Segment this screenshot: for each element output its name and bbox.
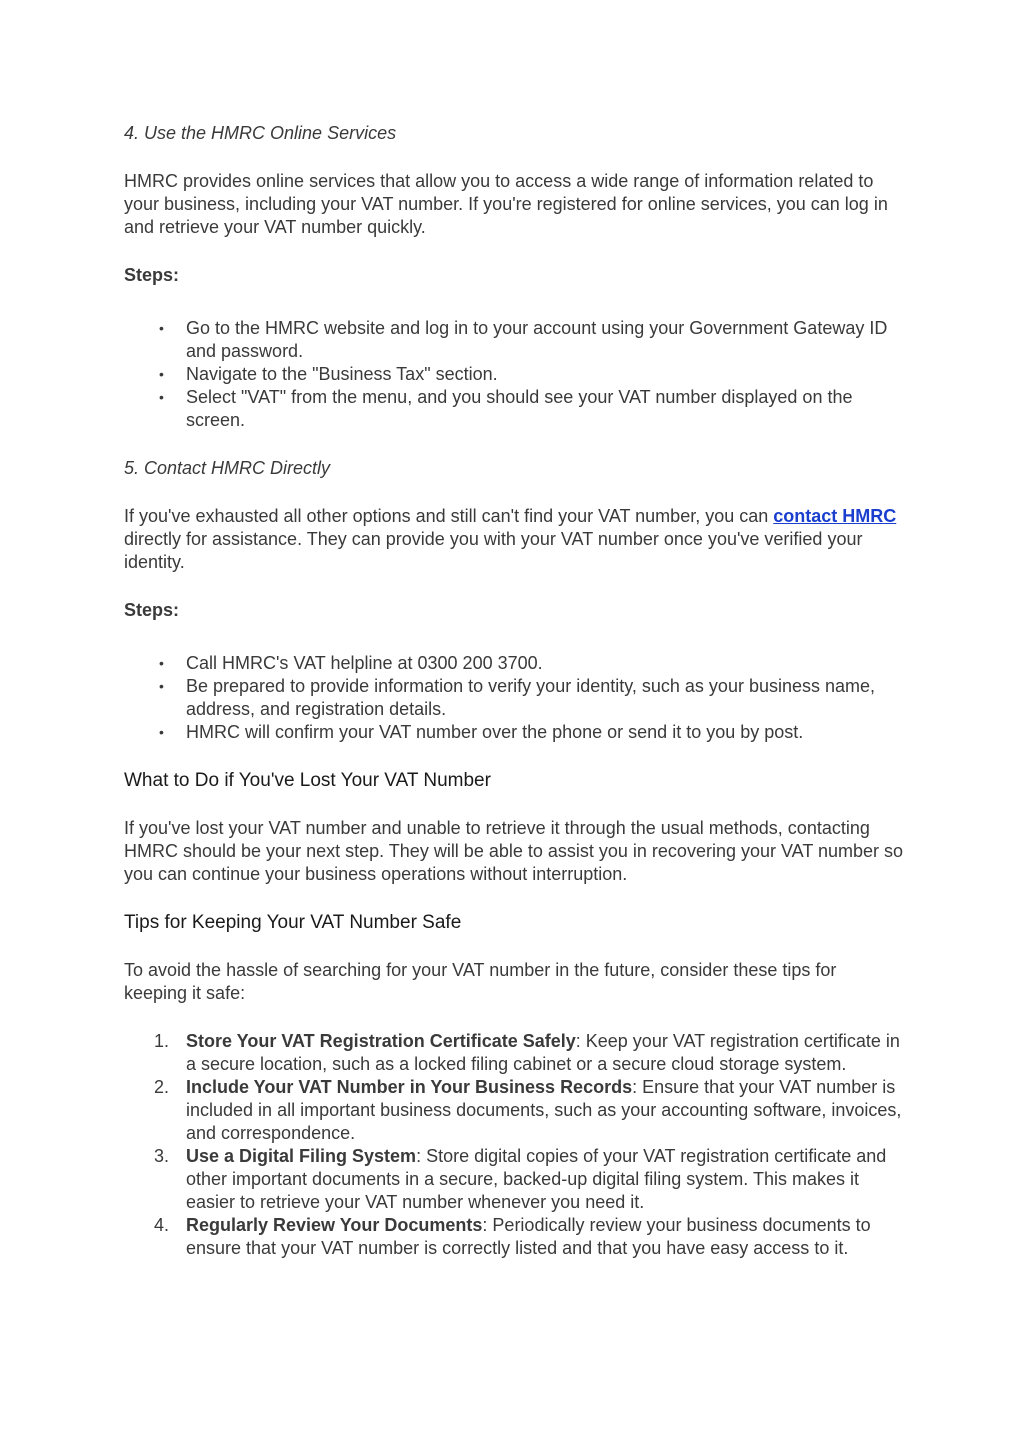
list-number: 4. (154, 1215, 170, 1235)
bullet-icon: • (159, 366, 164, 382)
list-number: 1. (154, 1031, 170, 1051)
list-item: • Be prepared to provide information to verify your identity, such as your business name, address, and registration details. (159, 676, 876, 719)
list-item: • Navigate to the "Business Tax" section. (159, 364, 498, 384)
tip-title: Include Your VAT Number in Your Business Records (186, 1077, 633, 1097)
list-item: • HMRC will confirm your VAT number over the phone or send it to you by post. (159, 722, 804, 742)
list-item: 2. Include Your VAT Number in Your Business Records: Ensure that your VAT number is included in all important business documents, such as your accounting software, invoices, and correspondence. (154, 1077, 902, 1143)
list-item: 1. Store Your VAT Registration Certificate Safely: Keep your VAT registration certificate in a secure location, such as a locked filing cabinet or a secure cloud storage system. (154, 1031, 900, 1074)
lost-vat-body: If you've lost your VAT number and unable to retrieve it through the usual methods, contacting HMRC should be your next step. They will be able to assist you in recovering your VAT number so you can continue your business operations without interruption. (124, 818, 904, 884)
list-item: 3. Use a Digital Filing System: Store digital copies of your VAT registration certificate and other important documents in a secure, backed-up digital filing system. This makes it easier to retrieve your VAT number whenever you need it. (154, 1146, 887, 1212)
tip-title: Use a Digital Filing System (186, 1146, 417, 1166)
section-4-steps-label: Steps: (124, 265, 180, 285)
tip-title: Store Your VAT Registration Certificate Safely (186, 1031, 576, 1051)
tips-heading: Tips for Keeping Your VAT Number Safe (124, 912, 462, 933)
section-5-heading: 5. Contact HMRC Directly (124, 458, 331, 478)
section-4-steps-list (124, 317, 904, 432)
lost-vat-heading: What to Do if You've Lost Your VAT Number (124, 770, 491, 791)
tips-intro: To avoid the hassle of searching for your VAT number in the future, consider these tips for keeping it safe: (124, 960, 837, 1003)
list-item: • Select "VAT" from the menu, and you should see your VAT number displayed on the screen. (159, 387, 853, 430)
section-5-steps-list (124, 652, 904, 744)
section-4-heading: 4. Use the HMRC Online Services (124, 123, 397, 143)
bullet-icon: • (159, 389, 164, 405)
section-5-steps-label: Steps: (124, 600, 180, 620)
contact-hmrc-link[interactable]: contact HMRC (773, 506, 897, 526)
bullet-icon: • (159, 320, 164, 336)
list-item: • Go to the HMRC website and log in to your account using your Government Gateway ID and password. (159, 318, 888, 361)
list-item: 4. Regularly Review Your Documents: Periodically review your business documents to ensure that your VAT number is correctly listed and that you have easy access to it. (154, 1215, 871, 1258)
bullet-icon: • (159, 724, 164, 740)
list-number: 3. (154, 1146, 170, 1166)
list-number: 2. (154, 1077, 170, 1097)
tip-title: Regularly Review Your Documents (186, 1215, 483, 1235)
section-4-intro: HMRC provides online services that allow you to access a wide range of information related to your business, including your VAT number. If you're registered for online services, you can log in and retrieve your VAT number quickly. (124, 171, 888, 237)
document-page (124, 122, 904, 1285)
section-5-intro: If you've exhausted all other options and still can't find your VAT number, you can contact HMRC directly for assistance. They can provide you with your VAT number once you've verified your identity. (124, 506, 897, 572)
bullet-icon: • (159, 655, 164, 671)
bullet-icon: • (159, 678, 164, 694)
list-item: • Call HMRC's VAT helpline at 0300 200 3700. (159, 653, 543, 673)
tips-list (124, 1030, 904, 1260)
